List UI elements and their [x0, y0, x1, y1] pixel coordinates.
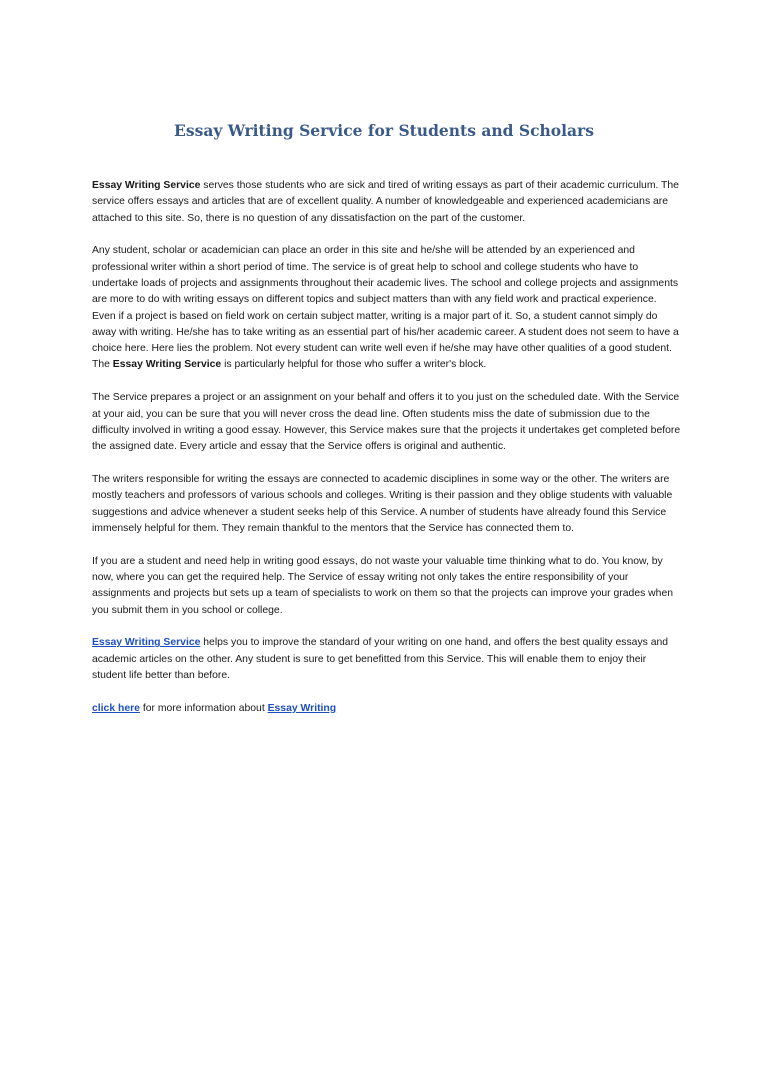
paragraph-6 — [92, 635, 682, 684]
paragraph-4: The writers responsible for writing the essays are connected to academic disciplines in some way or the other. The writers are mostly teachers and professors of various schools and colleges. Writing is their passion and they oblige students with valuable suggestions and advice whenever a student seeks help of this Service. A number of students have already found this Service immensely helpful for them. They remain thankful to the mentors that the Service has connected them to. — [92, 473, 673, 534]
bold-service-name: Essay Writing Service — [92, 180, 201, 191]
paragraph-3: The Service prepares a project or an assignment on your behalf and offers it to you just on the scheduled date. With the Service at your aid, you can be sure that you will never cross the dead line. Often students miss the date of submission due to the difficulty involved in writing a good essay. However, this Service makes sure that the projects it undertakes get completed before the assigned date. Every article and essay that the Service offers is original and authentic. — [92, 392, 681, 453]
page-title: Essay Writing Service for Students and Scholars — [174, 121, 594, 140]
click-here-link[interactable]: click here — [92, 702, 140, 714]
essay-writing-link[interactable]: Essay Writing — [267, 702, 337, 714]
essay-writing-service-link[interactable]: Essay Writing Service — [92, 637, 201, 649]
paragraph-5: If you are a student and need help in writing good essays, do not waste your valuable time thinking what to do. You know, by now, where you can get the required help. The Service of essay writing not only takes the entire responsibility of your assignments and projects but sets up a team of specialists to work on them so that the projects can improve your grades when you submit them in you school or college. — [92, 555, 674, 616]
document-body — [92, 178, 682, 734]
paragraph-6-text: helps you to improve the standard of your writing on one hand, and offers the best quality essays and academic articles on the other. Any student is sure to get benefitted from this Service. This will enable them to enjoy their student life better than before. — [92, 637, 669, 681]
paragraph-1 — [92, 178, 682, 227]
paragraph-7-text: for more information about — [139, 702, 268, 714]
paragraph-2-text-before: Any student, scholar or academician can place an order in this site and he/she will be attended by an experienced and professional writer within a short period of time. The service is of great help to school and college students who have to undertake loads of projects and assignments throughout their academic lives. The school and college projects and assignments are more to do with writing essays on different topics and subject matters than with any field work and practical experience. Even if a project is based on field work on certain subject matter, writing is a major part of it. So, a student cannot simply do away with writing. He/she has to take writing as an essential part of his/her academic career. A student does not seem to have a choice here. Here lies the problem. Not every student can write well even if he/she may have other qualities of a good student. The — [92, 245, 679, 371]
bold-service-name: Essay Writing Service — [112, 359, 222, 371]
paragraph-2-text-after: is particularly helpful for those who suffer a writer's block. — [221, 359, 487, 371]
paragraph-1-text: serves those students who are sick and tired of writing essays as part of their academic curriculum. The service offers essays and articles that are of excellent quality. A number of knowledgeable and experienced academicians are attached to this site. So, there is no question of any dissatisfaction on the part of the customer. — [92, 180, 679, 224]
paragraph-7 — [92, 701, 682, 717]
paragraph-2 — [92, 243, 682, 373]
